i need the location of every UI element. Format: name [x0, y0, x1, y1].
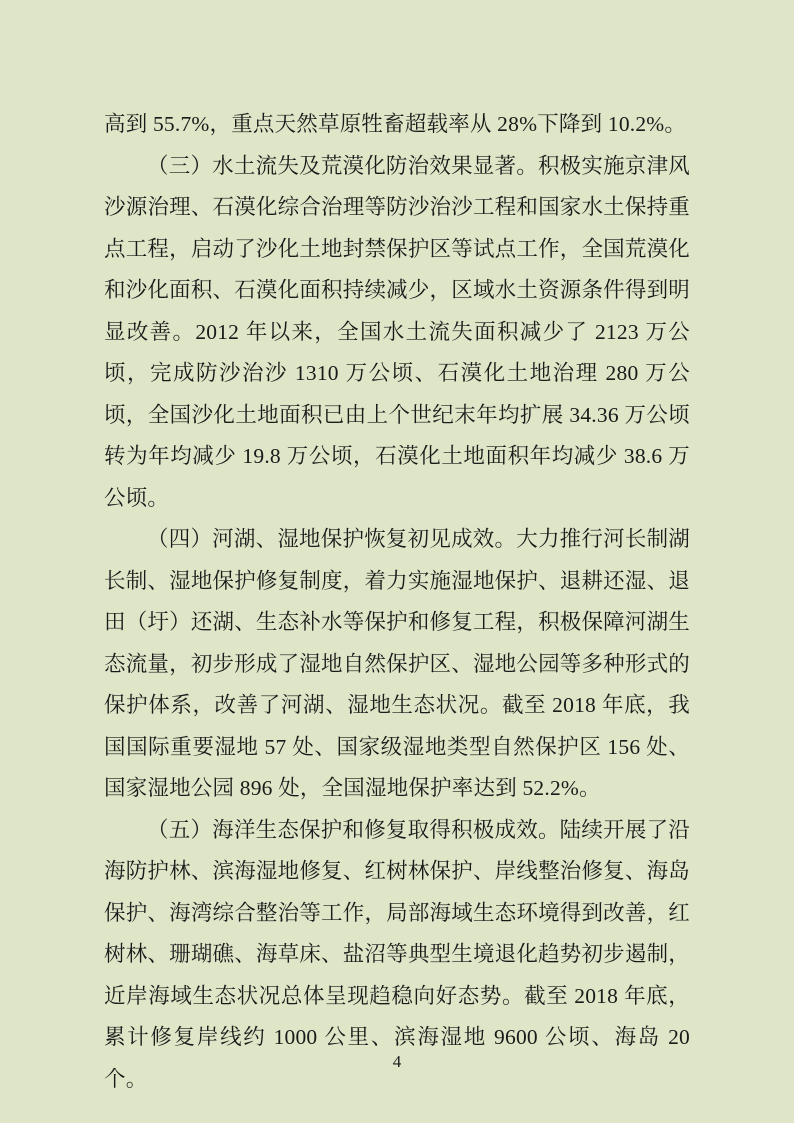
paragraph-continued: 高到 55.7%，重点天然草原牲畜超载率从 28%下降到 10.2%。 — [104, 112, 687, 136]
paragraph-section-three: （三）水土流失及荒漠化防治效果显著。积极实施京津风沙源治理、石漠化综合治理等防沙治沙工程和国家水土保持重点工程，启动了沙化土地封禁保护区等试点工作，全国荒漠化和沙化面积、石漠化面积持续减少，区域水土资源条件得到明显改善。2012 年以来，全国水土流失面积减少了 2123 万公顷，完成防沙治沙 1310 万公顷、石漠化土地治理 280 万公顷，全国沙化土地面积已由上个世纪末年均扩展 34.36 万公顷转为年均减少 19.8 万公顷，石漠化土地面积年均减少 38.6 万公顷。 — [104, 153, 690, 510]
page-number: 4 — [392, 1052, 402, 1071]
paragraph-section-five: （五）海洋生态保护和修复取得积极成效。陆续开展了沿海防护林、滨海湿地修复、红树林保护、岸线整治修复、海岛保护、海湾综合整治等工作，局部海域生态环境得到改善，红树林、珊瑚礁、海草床、盐沼等典型生境退化趋势初步遏制，近岸海域生态状况总体呈现趋稳向好态势。截至 2018 年底，累计修复岸线约 1000 公里、滨海湿地 9600 公顷、海岛 20 个。 — [104, 817, 690, 1091]
page-body — [104, 104, 690, 1100]
paragraph-section-four: （四）河湖、湿地保护恢复初见成效。大力推行河长制湖长制、湿地保护修复制度，着力实施湿地保护、退耕还湿、退田（圩）还湖、生态补水等保护和修复工程，积极保障河湖生态流量，初步形成了湿地自然保护区、湿地公园等多种形式的保护体系，改善了河湖、湿地生态状况。截至 2018 年底，我国国际重要湿地 57 处、国家级湿地类型自然保护区 156 处、国家湿地公园 896 处，全国湿地保护率达到 52.2%。 — [104, 527, 690, 800]
